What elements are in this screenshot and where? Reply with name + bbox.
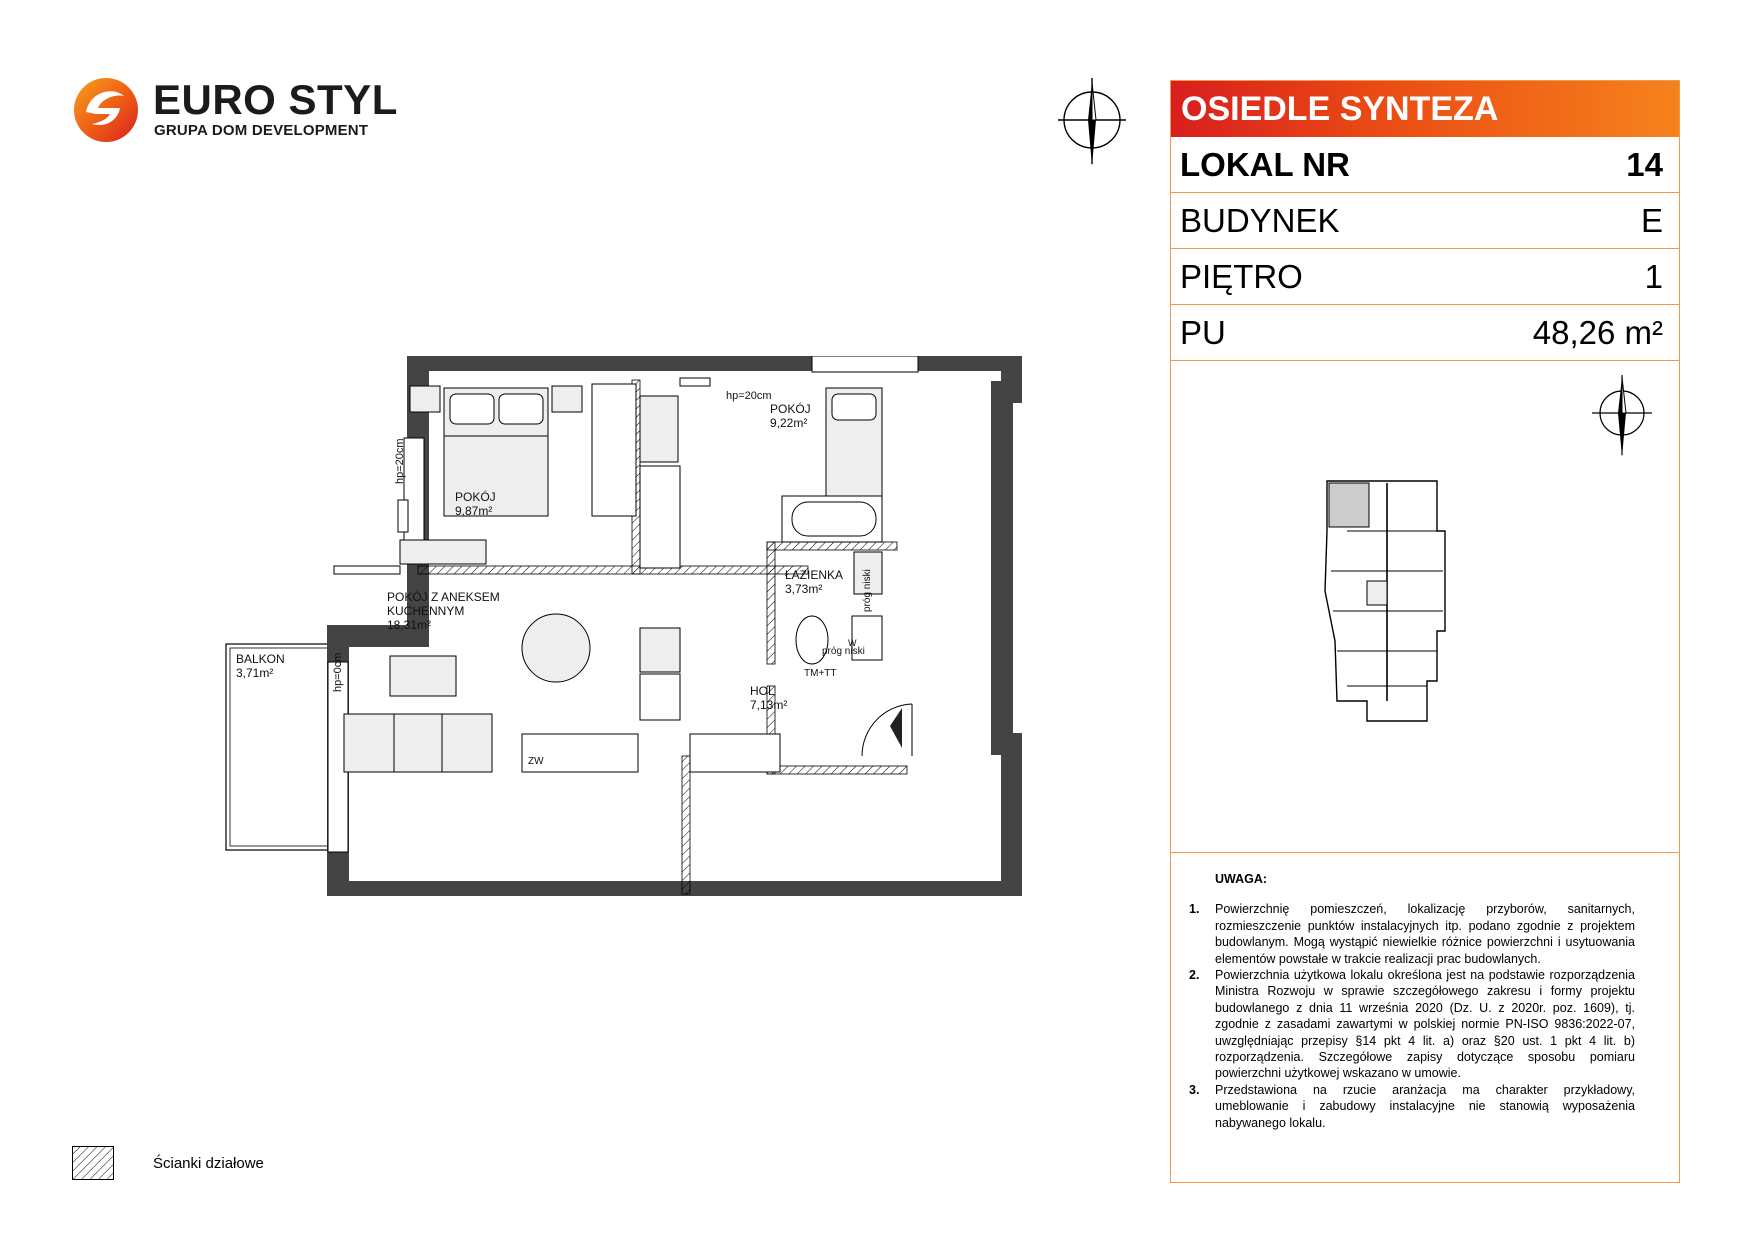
room-label-hol: HOL 7,13m² <box>750 684 788 712</box>
note-item: 3. Przedstawiona na rzucie aranżacja ma charakter przykładowy, umeblowanie i zabudowy instalacyjne nie stanowią wyposażenia nabywanego lokalu. <box>1189 1082 1635 1130</box>
floor-plan <box>222 356 1022 901</box>
room-label-balkon: BALKON 3,71m² <box>236 652 285 680</box>
north-arrow-small-icon <box>1584 367 1660 463</box>
estate-title: OSIEDLE SYNTEZA <box>1171 81 1679 137</box>
note-item: 2. Powierzchnia użytkowa lokalu określona jest na podstawie rozporządzenia Ministra Rozwoju w sprawie szczegółowego zakresu i formy projektu budowlanego z dnia 11 września 2020 (Dz. U. z 2020r. poz. 1609), tj. zgodnie z zasadami zawartymi w polskiej normie PN-ISO 9836:2022-07, uwzględniając przepisy §14 pkt 4 lit. a) oraz §20 ust. 1 pkt 4 lit. b) rozporządzenia. Szczegółowe zapisy dotyczące sposobu pomiaru powierzchni użytkowej wskazano w umowie. <box>1189 968 1635 1081</box>
room-label-salon: POKÓJ Z ANEKSEM KUCHENNYM 18,31m² <box>387 590 500 632</box>
note-zw: ZW <box>528 756 544 767</box>
note-hp20-left: hp=20cm <box>394 438 406 484</box>
apartment-info-panel <box>1170 80 1680 1183</box>
note-item: 1. Powierzchnię pomieszczeń, lokalizację przyborów, sanitarnych, rozmieszczenie punktów instalacyjnych itp. podano zgodnie z projektem budowlanym. Mogą wystąpić niewielkie różnice powierzchni i usytuowania elementów powstałe w trakcie realizacji prac budowlanych. <box>1189 902 1635 966</box>
room-label-lazienka: ŁAZIENKA 3,73m² <box>785 568 844 596</box>
brand-logo <box>72 74 398 144</box>
row-budynek: BUDYNEK E <box>1171 193 1679 249</box>
row-pu: PU 48,26 m² <box>1171 305 1679 361</box>
row-lokal: LOKAL NR 14 <box>1171 137 1679 193</box>
note-tm-tt: TM+TT <box>804 668 837 679</box>
brand-subtitle: GRUPA DOM DEVELOPMENT <box>154 122 369 139</box>
hatch-swatch-icon <box>72 1146 114 1180</box>
euro-styl-logo-icon <box>72 74 144 146</box>
note-hp0-left: hp=0cm <box>332 652 344 692</box>
notes-title: UWAGA: <box>1215 872 1268 886</box>
note-w: W <box>848 638 857 648</box>
row-pietro: PIĘTRO 1 <box>1171 249 1679 305</box>
building-key-plan <box>1307 471 1457 761</box>
north-arrow-icon <box>1054 74 1130 170</box>
notes-section <box>1171 853 1679 1131</box>
room-label-pokoj-2: POKÓJ 9,22m² <box>770 402 811 430</box>
floor-plan-drawing <box>222 356 1022 896</box>
note-prog-niski-2: próg niski <box>822 646 865 657</box>
note-hp20-top: hp=20cm <box>726 390 772 402</box>
brand-name: EURO STYL <box>153 76 398 123</box>
note-prog-niski-1: próg niski <box>862 569 873 612</box>
legend-label: Ścianki działowe <box>153 1155 264 1172</box>
room-label-pokoj-1: POKÓJ 9,87m² <box>455 490 496 518</box>
